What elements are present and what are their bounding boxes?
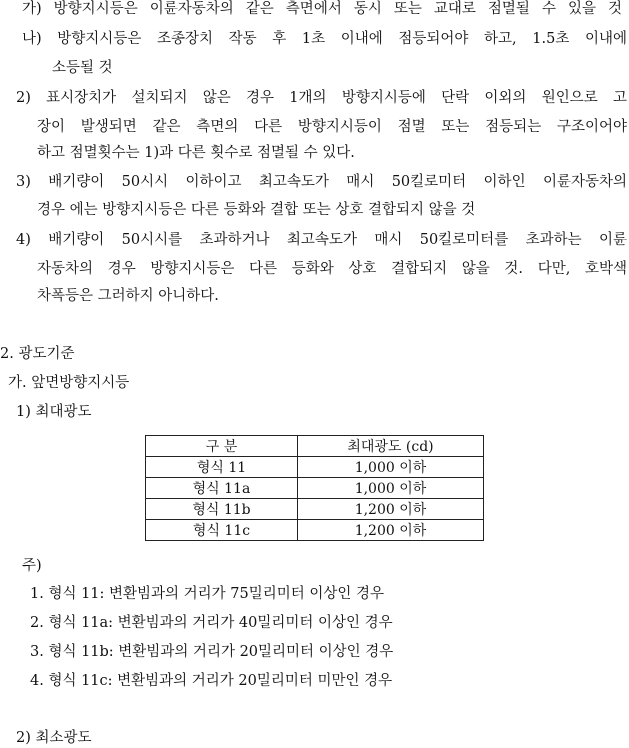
clause-3: 3) 배기량이 50시시 이하이고 최고속도가 매시 50킬로미터 이하인 이륜자동차의 — [16, 174, 627, 190]
clause-4-cont1: 자동차의 경우 방향지시등은 다른 등화와 상호 결합되지 않을 것. 다만, 호박색 — [37, 261, 627, 277]
note-item: 1. 형식 11: 변환빔과의 거리가 75밀리미터 이상인 경우 — [30, 586, 385, 602]
table-header-max-intensity: 최대광도 (cd) — [298, 436, 484, 457]
note-item: 2. 형식 11a: 변환빔과의 거리가 40밀리미터 이상인 경우 — [30, 615, 393, 631]
clause-na-cont: 소등될 것 — [52, 60, 113, 76]
table-cell-type: 형식 11a — [146, 478, 298, 499]
table-header-row — [146, 436, 484, 457]
table-row — [146, 478, 484, 499]
clause-na: 나) 방향지시등은 조종장치 작동 후 1초 이내에 점등되어야 하고, 1.5초 이내에 — [22, 31, 627, 47]
table-cell-type: 형식 11c — [146, 520, 298, 541]
table-row — [146, 499, 484, 520]
table-row — [146, 520, 484, 541]
clause-2: 2) 표시장치가 설치되지 않은 경우 1개의 방향지시등에 단락 이외의 원인으로 고 — [16, 90, 627, 106]
table-cell-value: 1,000 이하 — [298, 457, 484, 478]
table-cell-value: 1,200 이하 — [298, 520, 484, 541]
item-max-luminous: 1) 최대광도 — [16, 404, 92, 420]
notes-title: 주) — [22, 558, 42, 574]
table-row — [146, 457, 484, 478]
section-heading: 2. 광도기준 — [0, 346, 75, 362]
clause-2-cont2: 하고 점멸횟수는 1)과 다른 횟수로 점멸될 수 있다. — [37, 145, 355, 161]
item-min-luminous: 2) 최소광도 — [16, 730, 92, 746]
table-cell-value: 1,000 이하 — [298, 478, 484, 499]
clause-3-cont: 경우 에는 방향지시등은 다른 등화와 결합 또는 상호 결합되지 않을 것 — [37, 202, 476, 218]
note-item: 4. 형식 11c: 변환빔과의 거리가 20밀리미터 미만인 경우 — [30, 673, 393, 689]
table-cell-value: 1,200 이하 — [298, 499, 484, 520]
clause-4-cont2: 차폭등은 그러하지 아니하다. — [37, 288, 219, 304]
clause-4: 4) 배기량이 50시시를 초과하거나 최고속도가 매시 50킬로미터를 초과하는 이륜 — [16, 232, 627, 248]
clause-ga: 가) 방향지시등은 이륜자동차의 같은 측면에서 동시 또는 교대로 점멸될 수 있을 것 — [22, 1, 622, 17]
table-cell-type: 형식 11b — [146, 499, 298, 520]
clause-2-cont1: 장이 발생되면 같은 측면의 다른 방향지시등이 점멸 또는 점등되는 구조이어야 — [37, 119, 627, 135]
subsection-heading: 가. 앞면방향지시등 — [8, 375, 130, 391]
luminous-intensity-table — [145, 435, 484, 541]
note-item: 3. 형식 11b: 변환빔과의 거리가 20밀리미터 이상인 경우 — [30, 644, 394, 660]
table-header-category: 구 분 — [146, 436, 298, 457]
table-cell-type: 형식 11 — [146, 457, 298, 478]
